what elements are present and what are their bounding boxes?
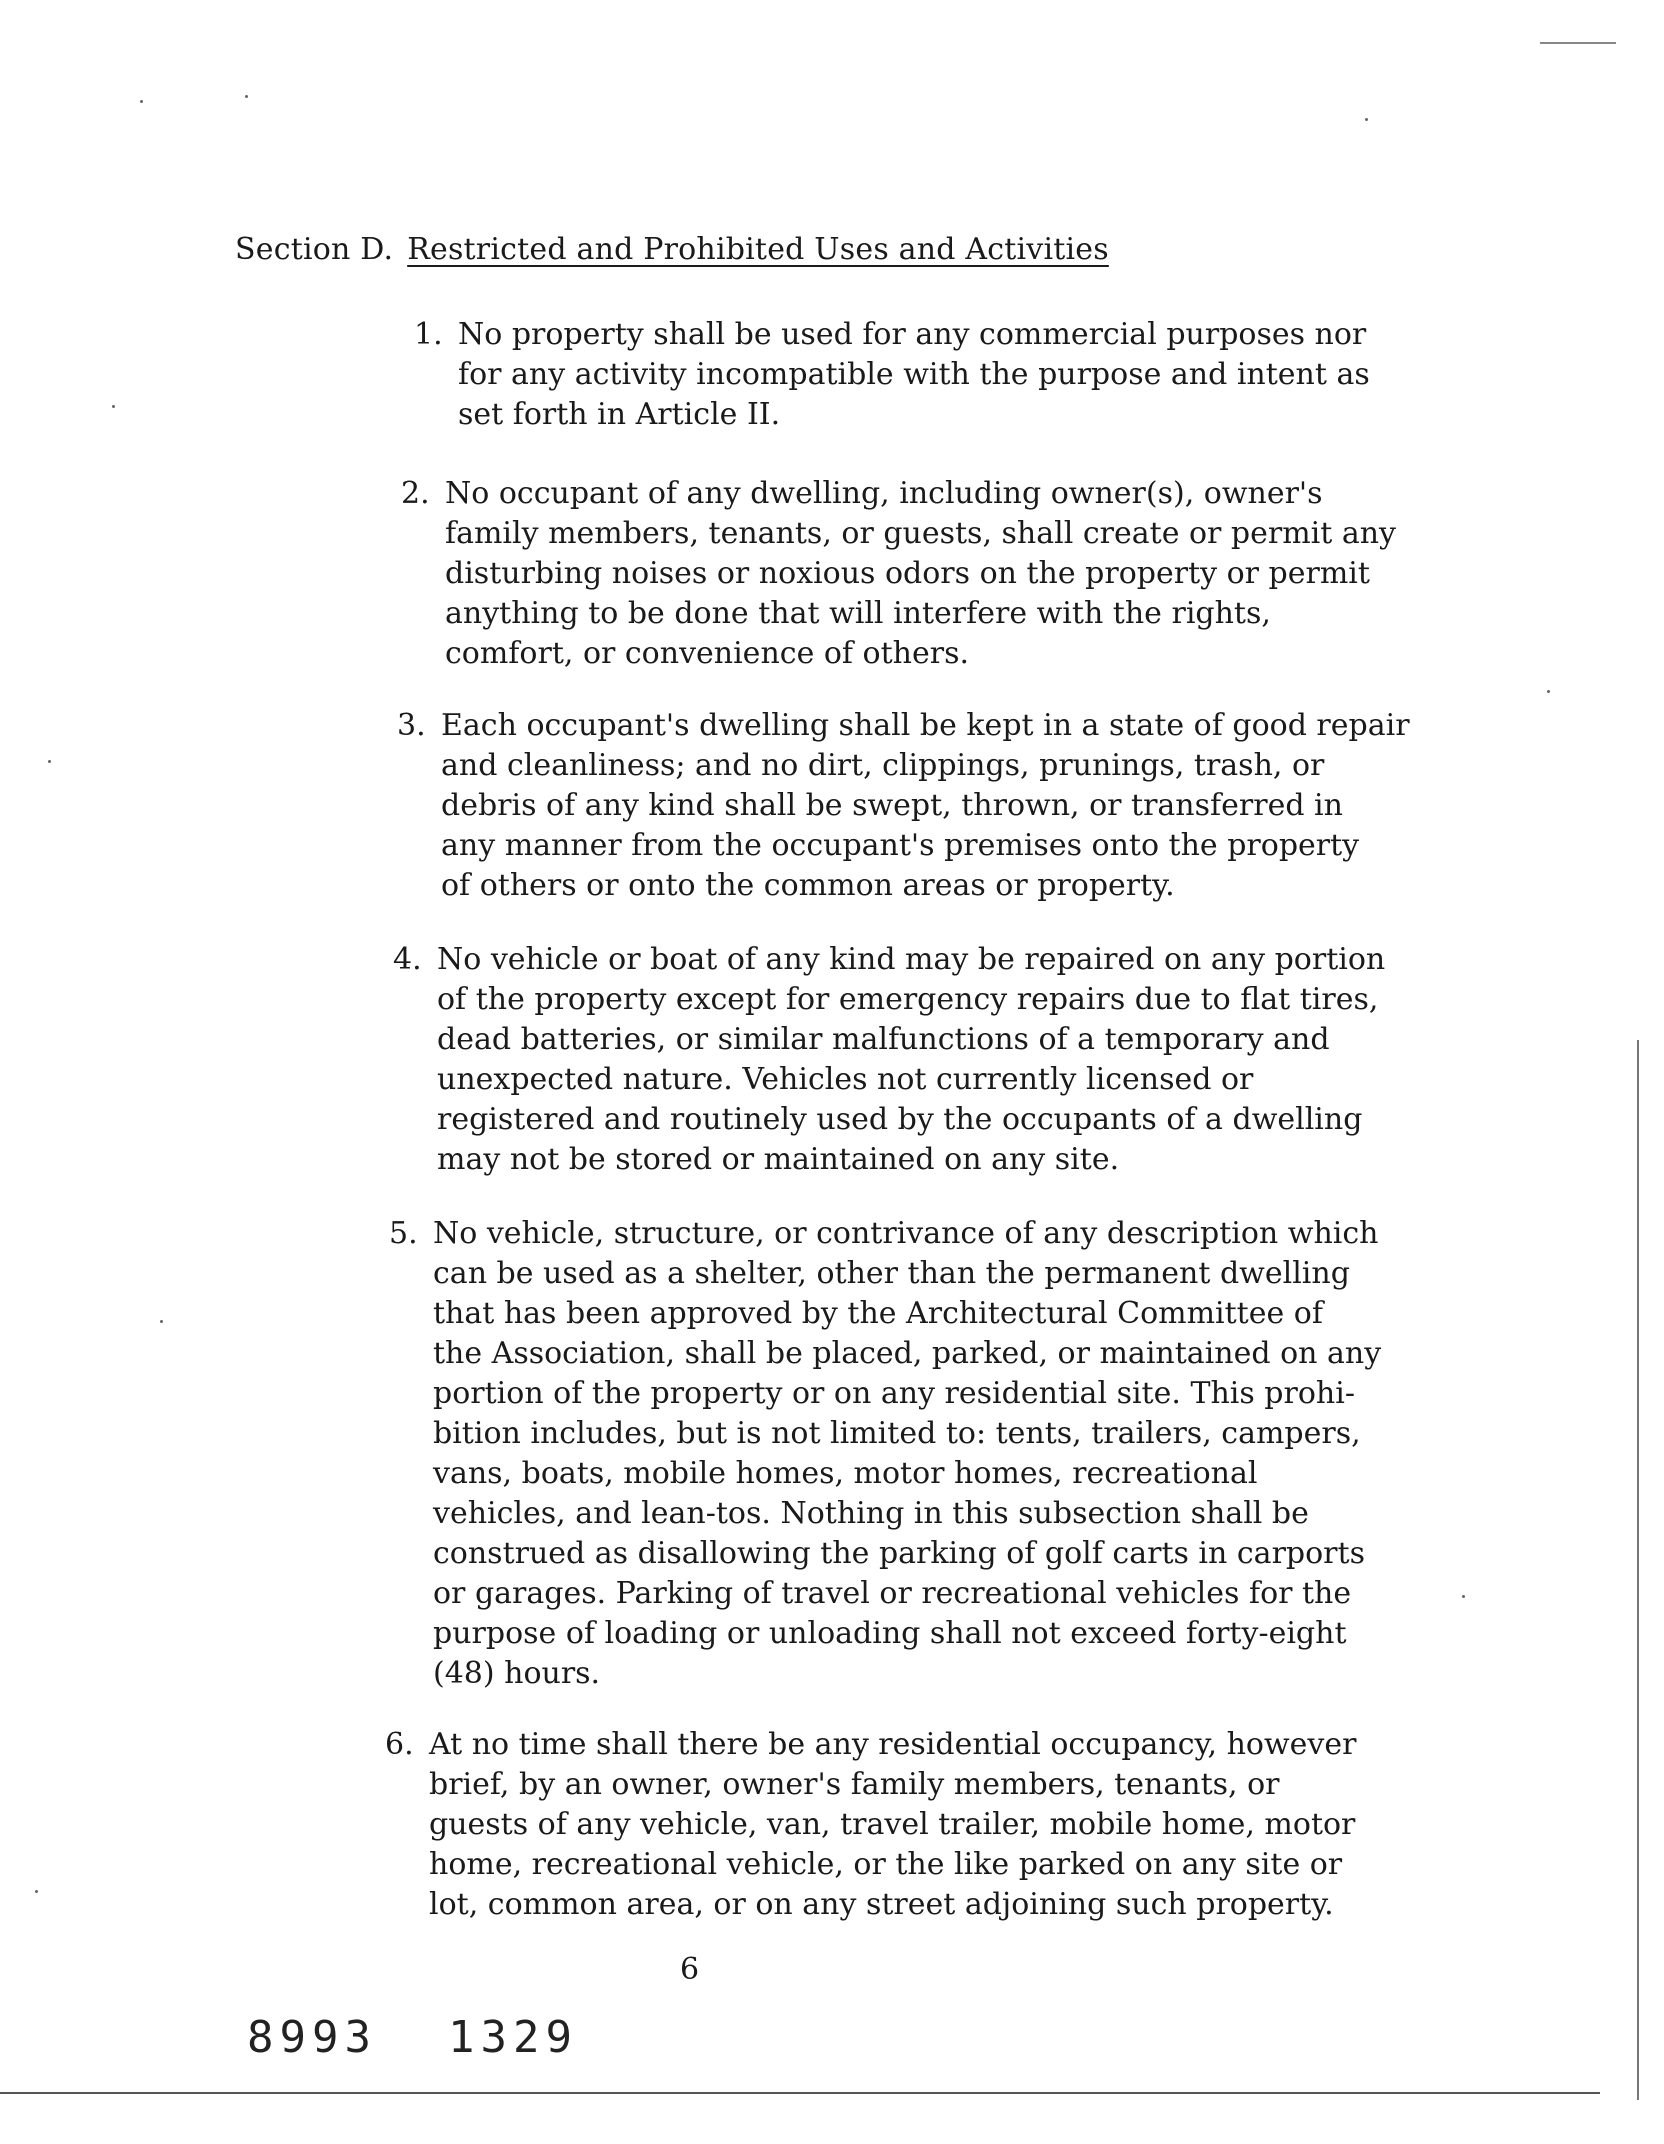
- item-number: 3.: [397, 708, 426, 743]
- scan-speck: [245, 95, 248, 98]
- item-text-line: No property shall be used for any commercial purposes nor: [458, 317, 1367, 352]
- item-text-line: of the property except for emergency repairs due to flat tires,: [437, 982, 1379, 1017]
- item-text-line: can be used as a shelter, other than the permanent dwelling: [433, 1256, 1350, 1291]
- page-edge: [1637, 1040, 1639, 2100]
- scan-speck: [48, 760, 51, 763]
- item-text-line: portion of the property or on any residential site. This prohi-: [433, 1376, 1355, 1411]
- page-number: 6: [680, 1952, 700, 1987]
- item-text-line: disturbing noises or noxious odors on the property or permit: [445, 556, 1370, 591]
- item-text-line: guests of any vehicle, van, travel trailer, mobile home, motor: [429, 1807, 1356, 1842]
- item-text-line: vehicles, and lean-tos. Nothing in this subsection shall be: [433, 1496, 1309, 1531]
- book-number: 8993: [247, 2012, 377, 2063]
- item-text-line: and cleanliness; and no dirt, clippings, prunings, trash, or: [441, 748, 1325, 783]
- item-text-line: construed as disallowing the parking of golf carts in carports: [433, 1536, 1365, 1571]
- item-text-line: debris of any kind shall be swept, thrown, or transferred in: [441, 788, 1343, 823]
- item-text-line: No occupant of any dwelling, including owner(s), owner's: [445, 476, 1323, 511]
- item-text-line: dead batteries, or similar malfunctions of a temporary and: [437, 1022, 1330, 1057]
- item-text-line: vans, boats, mobile homes, motor homes, recreational: [433, 1456, 1258, 1491]
- scan-speck: [1462, 1595, 1465, 1598]
- item-text-line: Each occupant's dwelling shall be kept in a state of good repair: [441, 708, 1410, 743]
- item-text-line: home, recreational vehicle, or the like parked on any site or: [429, 1847, 1343, 1882]
- book-page-number: 1329: [448, 2012, 578, 2063]
- list-item: [397, 706, 1410, 906]
- scan-speck: [35, 1890, 38, 1893]
- item-text-line: No vehicle or boat of any kind may be repaired on any portion: [437, 942, 1386, 977]
- section-heading: [235, 232, 1109, 267]
- item-text-line: for any activity incompatible with the purpose and intent as: [458, 357, 1370, 392]
- item-text-line: unexpected nature. Vehicles not currently licensed or: [437, 1062, 1254, 1097]
- item-text-line: family members, tenants, or guests, shall create or permit any: [445, 516, 1397, 551]
- list-item: [385, 1725, 1357, 1925]
- list-item: [389, 1214, 1382, 1694]
- item-number: 2.: [401, 476, 430, 511]
- item-text-line: purpose of loading or unloading shall not exceed forty-eight: [433, 1616, 1347, 1651]
- item-text-line: (48) hours.: [433, 1656, 601, 1691]
- scan-speck: [1365, 118, 1368, 121]
- item-number: 5.: [389, 1216, 418, 1251]
- item-text-line: No vehicle, structure, or contrivance of any description which: [433, 1216, 1379, 1251]
- section-label: Section D.: [235, 232, 394, 267]
- scan-mark: [1540, 42, 1616, 44]
- item-text-line: anything to be done that will interfere with the rights,: [445, 596, 1271, 631]
- item-text-line: At no time shall there be any residential occupancy, however: [429, 1727, 1357, 1762]
- item-number: 6.: [385, 1727, 414, 1762]
- item-text-line: the Association, shall be placed, parked, or maintained on any: [433, 1336, 1382, 1371]
- scan-speck: [1547, 690, 1550, 693]
- bottom-divider: [0, 2092, 1600, 2094]
- item-text-line: comfort, or convenience of others.: [445, 636, 970, 671]
- item-text-line: set forth in Article II.: [458, 397, 781, 432]
- item-number: 1.: [414, 317, 443, 352]
- item-text-line: registered and routinely used by the occupants of a dwelling: [437, 1102, 1363, 1137]
- item-number: 4.: [393, 942, 422, 977]
- list-item: [393, 940, 1386, 1180]
- item-text-line: any manner from the occupant's premises onto the property: [441, 828, 1360, 863]
- scan-speck: [140, 100, 143, 103]
- item-text-line: that has been approved by the Architectural Committee of: [433, 1296, 1323, 1331]
- list-item: [414, 315, 1378, 435]
- list-item: [401, 474, 1397, 674]
- scan-speck: [112, 405, 115, 408]
- item-text-line: of others or onto the common areas or property.: [441, 868, 1175, 903]
- item-text-line: bition includes, but is not limited to: tents, trailers, campers,: [433, 1416, 1361, 1451]
- item-text-line: may not be stored or maintained on any site.: [437, 1142, 1120, 1177]
- item-text-line: or garages. Parking of travel or recreational vehicles for the: [433, 1576, 1352, 1611]
- item-text-line: brief, by an owner, owner's family members, tenants, or: [429, 1767, 1280, 1802]
- section-title: Restricted and Prohibited Uses and Activities: [407, 232, 1109, 267]
- item-text-line: lot, common area, or on any street adjoining such property.: [429, 1887, 1334, 1922]
- scan-speck: [160, 1320, 163, 1323]
